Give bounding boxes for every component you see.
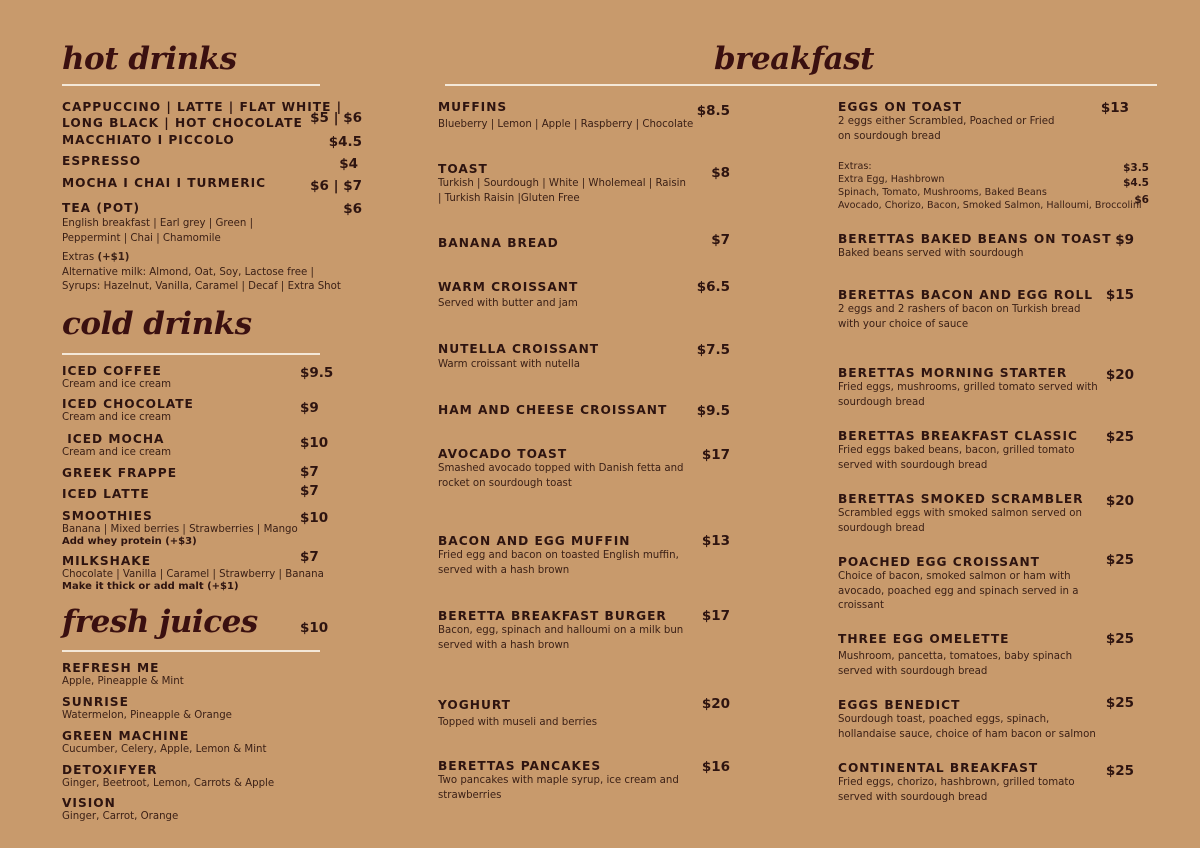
- breakfast-price: $25: [1105, 429, 1134, 445]
- breakfast-item: BERETTAS SMOKED SCRAMBLER Scrambled eggs with smoked salmon served on sourdough bread: [838, 492, 1084, 534]
- cold-drink-price: $7: [300, 464, 319, 480]
- cold-drink-name: GREEK FRAPPE: [62, 466, 178, 480]
- breakfast-price: $25: [1105, 631, 1134, 647]
- breakfast-item: BERETTA BREAKFAST BURGER Bacon, egg, spinach and halloumi on a milk bun served with a hash brown: [438, 609, 684, 651]
- breakfast-item: POACHED EGG CROISSANT Choice of bacon, smoked salmon or ham with avocado, poached egg and spinach served in a croissant: [838, 555, 1079, 611]
- extras-price: $6: [1134, 194, 1149, 206]
- cold-drink-item: ICED MOCHA Cream and ice cream: [62, 432, 172, 458]
- breakfast-item: THREE EGG OMELETTE Mushroom, pancetta, tomatoes, baby spinach served with sourdough bread: [838, 632, 1073, 677]
- breakfast-price: $8: [711, 165, 730, 181]
- breakfast-item-name: BANANA BREAD: [438, 236, 559, 250]
- breakfast-item: EGGS BENEDICT Sourdough toast, poached eggs, spinach, hollandaise sauce, choice of ham bacon or salmon: [838, 698, 1096, 740]
- juice-item: DETOXIFYER Ginger, Beetroot, Lemon, Carrots & Apple: [62, 763, 275, 789]
- breakfast-price: $7.5: [696, 342, 730, 358]
- cold-drink-price: $10: [300, 510, 329, 526]
- breakfast-price: $20: [1105, 493, 1134, 509]
- breakfast-item: CONTINENTAL BREAKFAST Fried eggs, chorizo, hashbrown, grilled tomato served with sourdough bread: [838, 761, 1075, 803]
- breakfast-price: $16: [701, 759, 730, 775]
- breakfast-item: BERETTAS BREAKFAST CLASSIC Fried eggs baked beans, bacon, grilled tomato served with sourdough bread: [838, 429, 1078, 471]
- juice-item: REFRESH ME Apple, Pineapple & Mint: [62, 661, 184, 687]
- breakfast-heading: breakfast: [714, 41, 874, 77]
- juice-item: SUNRISE Watermelon, Pineapple & Orange: [62, 695, 232, 721]
- breakfast-extras: Extras: Extra Egg, Hashbrown Spinach, Tomato, Mushrooms, Baked Beans Avocado, Chorizo, Bacon, Smoked Salmon, Halloumi, Broccolini: [838, 161, 1142, 211]
- hot-drink-price: $6 | $7: [310, 178, 362, 194]
- tea-description: English breakfast | Earl grey | Green | Peppermint | Chai | Chamomile: [62, 218, 253, 244]
- cold-drink-price: $7: [300, 549, 319, 565]
- breakfast-item: WARM CROISSANT Served with butter and jam: [438, 280, 579, 309]
- cold-drink-price: $7: [300, 483, 319, 499]
- breakfast-price: $15: [1105, 287, 1134, 303]
- hot-drink-price: $5 | $6: [310, 110, 362, 126]
- breakfast-price: $9.5: [696, 403, 730, 419]
- cold-drinks-heading: cold drinks: [62, 306, 252, 342]
- breakfast-price: $8.5: [696, 103, 730, 119]
- fresh-juices-price: $10: [300, 620, 329, 636]
- cold-drink-item: ICED COFFEE Cream and ice cream: [62, 364, 172, 390]
- breakfast-item: BERETTAS BACON AND EGG ROLL 2 eggs and 2 rashers of bacon on Turkish bread with your choice of sauce: [838, 288, 1094, 330]
- breakfast-item: BACON AND EGG MUFFIN Fried egg and bacon on toasted English muffin, served with a hash brown: [438, 534, 679, 576]
- cold-drink-item: ICED CHOCOLATE Cream and ice cream: [62, 397, 194, 423]
- breakfast-item: YOGHURT Topped with museli and berries: [438, 698, 598, 728]
- breakfast-item: BERETTAS PANCAKES Two pancakes with maple syrup, ice cream and strawberries: [438, 759, 679, 801]
- breakfast-item-name: HAM AND CHEESE CROISSANT: [438, 403, 668, 417]
- breakfast-item: AVOCADO TOAST Smashed avocado topped with Danish fetta and rocket on sourdough toast: [438, 447, 684, 489]
- breakfast-price: $17: [701, 608, 730, 624]
- fresh-juices-divider: [62, 650, 320, 652]
- breakfast-price: $13: [701, 533, 730, 549]
- breakfast-item: MUFFINS Blueberry | Lemon | Apple | Raspberry | Chocolate: [438, 100, 694, 130]
- breakfast-price: $6.5: [696, 279, 730, 295]
- cold-drinks-divider: [62, 353, 320, 355]
- cold-drink-price: $10: [300, 435, 329, 451]
- hot-drink-name: MACCHIATO I PICCOLO: [62, 133, 235, 147]
- hot-drink-price: $4: [339, 156, 358, 172]
- hot-drink-name: ESPRESSO: [62, 154, 142, 168]
- breakfast-price: $20: [1105, 367, 1134, 383]
- hot-drink-price: $4.5: [328, 134, 362, 150]
- breakfast-price: $25: [1105, 552, 1134, 568]
- hot-drink-name: LONG BLACK | HOT CHOCOLATE: [62, 116, 303, 130]
- extras-price: $4.5: [1123, 177, 1149, 189]
- extras-price: $3.5: [1123, 162, 1149, 174]
- juice-item: VISION Ginger, Carrot, Orange: [62, 796, 179, 822]
- breakfast-price: $7: [711, 232, 730, 248]
- cold-drink-price: $9: [300, 400, 319, 416]
- cold-drink-name: ICED LATTE: [62, 487, 150, 501]
- breakfast-price: $9: [1115, 232, 1134, 248]
- breakfast-price: $17: [701, 447, 730, 463]
- breakfast-item: BERETTAS BAKED BEANS ON TOAST Baked beans served with sourdough: [838, 232, 1112, 259]
- hot-drink-price: $6: [343, 201, 362, 217]
- hot-drink-name: TEA (POT): [62, 201, 141, 215]
- breakfast-item: BERETTAS MORNING STARTER Fried eggs, mushrooms, grilled tomato served with sourdough bread: [838, 366, 1098, 408]
- breakfast-item: NUTELLA CROISSANT Warm croissant with nutella: [438, 342, 600, 370]
- cold-drink-item: SMOOTHIES Banana | Mixed berries | Strawberries | Mango Add whey protein (+$3): [62, 509, 298, 547]
- cold-drink-price: $9.5: [300, 365, 334, 381]
- hot-drinks-divider: [62, 84, 320, 86]
- breakfast-price: $25: [1105, 763, 1134, 779]
- breakfast-divider: [445, 84, 1157, 86]
- fresh-juices-heading: fresh juices: [62, 604, 258, 640]
- hot-drinks-extras: Extras (+$1) Alternative milk: Almond, Oat, Soy, Lactose free | Syrups: Hazelnut, Vanilla, Caramel | Decaf | Extra Shot: [62, 252, 341, 292]
- breakfast-price: $13: [1100, 100, 1129, 116]
- breakfast-item: EGGS ON TOAST 2 eggs either Scrambled, Poached or Fried on sourdough bread: [838, 100, 1055, 142]
- hot-drinks-heading: hot drinks: [62, 41, 237, 77]
- breakfast-price: $20: [701, 696, 730, 712]
- breakfast-item: TOAST Turkish | Sourdough | White | Wholemeal | Raisin | Turkish Raisin |Gluten Free: [438, 162, 686, 204]
- hot-drink-name: MOCHA I CHAI I TURMERIC: [62, 176, 267, 190]
- breakfast-price: $25: [1105, 695, 1134, 711]
- juice-item: GREEN MACHINE Cucumber, Celery, Apple, Lemon & Mint: [62, 729, 267, 755]
- hot-drink-name: CAPPUCCINO | LATTE | FLAT WHITE |: [62, 100, 343, 114]
- cold-drink-item: MILKSHAKE Chocolate | Vanilla | Caramel | Strawberry | Banana Make it thick or add malt (+$1): [62, 554, 324, 592]
